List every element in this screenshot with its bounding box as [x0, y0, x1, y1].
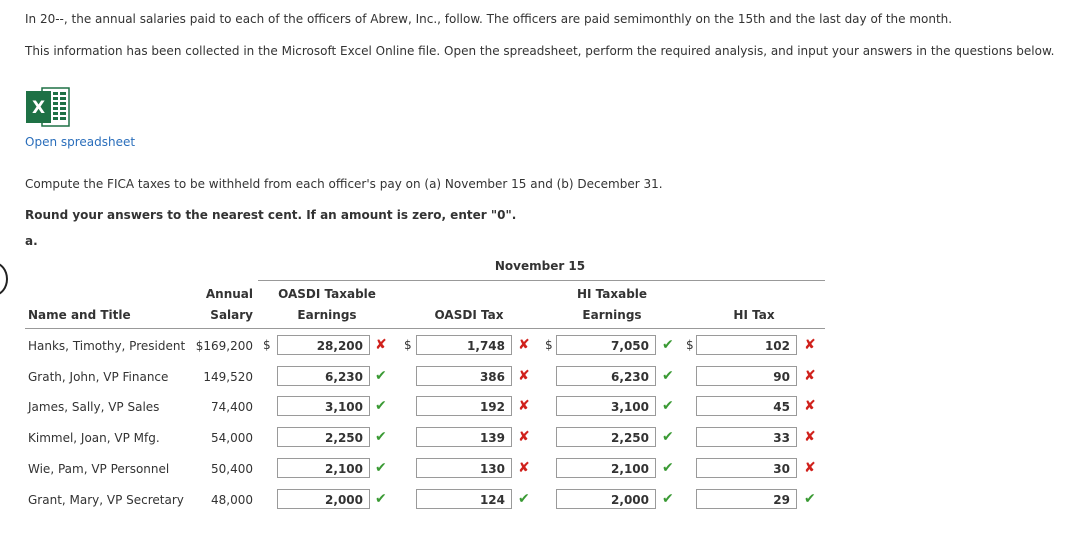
officer-name: James, Sally, VP Sales [28, 400, 160, 414]
correct-check-icon: ✔ [662, 368, 674, 384]
hi-taxable-input[interactable] [556, 427, 656, 447]
correct-check-icon: ✔ [662, 398, 674, 414]
open-spreadsheet-link[interactable]: Open spreadsheet [25, 135, 136, 149]
correct-check-icon: ✔ [375, 460, 387, 476]
incorrect-x-icon: ✘ [804, 337, 816, 353]
annual-salary: 149,520 [203, 370, 253, 384]
incorrect-x-icon: ✘ [518, 398, 530, 414]
annual-salary: 48,000 [211, 493, 253, 507]
header-rule [25, 328, 825, 329]
oasdi-taxable-input[interactable] [277, 335, 370, 355]
hi-taxable-input[interactable] [556, 396, 656, 416]
officer-name: Wie, Pam, VP Personnel [28, 462, 170, 476]
correct-check-icon: ✔ [662, 337, 674, 353]
question-instruction: Compute the FICA taxes to be withheld from each officer's pay on (a) November 15 and (b) December 31. [25, 177, 663, 191]
correct-check-icon: ✔ [375, 368, 387, 384]
officer-name: Grath, John, VP Finance [28, 370, 169, 384]
hi-tax-header: HI Tax [733, 308, 775, 322]
currency-sign: $ [686, 338, 694, 352]
oasdi-taxable-input[interactable] [277, 427, 370, 447]
correct-check-icon: ✔ [804, 491, 816, 507]
incorrect-x-icon: ✘ [375, 337, 387, 353]
correct-check-icon: ✔ [375, 429, 387, 445]
officer-name: Kimmel, Joan, VP Mfg. [28, 431, 160, 445]
incorrect-x-icon: ✘ [518, 429, 530, 445]
correct-check-icon: ✔ [662, 460, 674, 476]
currency-sign: $ [545, 338, 553, 352]
annual-salary: 50,400 [211, 462, 253, 476]
hi-tax-input[interactable] [696, 396, 797, 416]
incorrect-x-icon: ✘ [804, 429, 816, 445]
oasdi-taxable-header-1: OASDI Taxable [278, 287, 376, 301]
oasdi-tax-input[interactable] [416, 366, 512, 386]
currency-sign: $ [404, 338, 412, 352]
officer-name: Grant, Mary, VP Secretary [28, 493, 184, 507]
officer-name: Hanks, Timothy, President [28, 339, 186, 353]
page-edge-arc [0, 262, 8, 296]
excel-icon-letter: X [31, 98, 46, 118]
incorrect-x-icon: ✘ [518, 460, 530, 476]
incorrect-x-icon: ✘ [804, 398, 816, 414]
oasdi-taxable-input[interactable] [277, 396, 370, 416]
correct-check-icon: ✔ [375, 491, 387, 507]
oasdi-taxable-input[interactable] [277, 489, 370, 509]
oasdi-tax-input[interactable] [416, 396, 512, 416]
intro-line-2: This information has been collected in the Microsoft Excel Online file. Open the spreadsheet, perform the required analysis, and input your answers in the questions below. [25, 44, 1055, 58]
hi-taxable-header-2: Earnings [582, 308, 642, 322]
oasdi-tax-input[interactable] [416, 458, 512, 478]
hi-tax-input[interactable] [696, 427, 797, 447]
oasdi-taxable-input[interactable] [277, 366, 370, 386]
annual-header-1: Annual [205, 287, 253, 301]
annual-header-2: Salary [210, 308, 253, 322]
annual-salary: 74,400 [211, 400, 253, 414]
hi-taxable-input[interactable] [556, 335, 656, 355]
hi-taxable-input[interactable] [556, 366, 656, 386]
annual-salary: $169,200 [195, 339, 253, 353]
part-label: a. [25, 234, 38, 248]
rounding-note: Round your answers to the nearest cent. If an amount is zero, enter "0". [25, 208, 517, 222]
hi-tax-input[interactable] [696, 366, 797, 386]
currency-sign: $ [263, 338, 271, 352]
hi-taxable-input[interactable] [556, 458, 656, 478]
oasdi-tax-input[interactable] [416, 489, 512, 509]
hi-tax-input[interactable] [696, 489, 797, 509]
incorrect-x-icon: ✘ [518, 368, 530, 384]
correct-check-icon: ✔ [662, 491, 674, 507]
hi-taxable-header-1: HI Taxable [576, 287, 648, 301]
period-heading: November 15 [494, 259, 586, 273]
name-title-header: Name and Title [28, 308, 131, 322]
incorrect-x-icon: ✘ [804, 368, 816, 384]
hi-tax-input[interactable] [696, 335, 797, 355]
hi-tax-input[interactable] [696, 458, 797, 478]
intro-line-1: In 20--, the annual salaries paid to each of the officers of Abrew, Inc., follow. The officers are paid semimonthly on the 15th and the last day of the month. [25, 12, 953, 26]
correct-check-icon: ✔ [375, 398, 387, 414]
period-rule [258, 280, 825, 281]
oasdi-tax-input[interactable] [416, 335, 512, 355]
hi-taxable-input[interactable] [556, 489, 656, 509]
annual-salary: 54,000 [211, 431, 253, 445]
incorrect-x-icon: ✘ [804, 460, 816, 476]
excel-icon[interactable] [25, 85, 71, 129]
incorrect-x-icon: ✘ [518, 337, 530, 353]
correct-check-icon: ✔ [518, 491, 530, 507]
oasdi-taxable-input[interactable] [277, 458, 370, 478]
correct-check-icon: ✔ [662, 429, 674, 445]
oasdi-taxable-header-2: Earnings [297, 308, 357, 322]
oasdi-tax-input[interactable] [416, 427, 512, 447]
oasdi-tax-header: OASDI Tax [434, 308, 504, 322]
